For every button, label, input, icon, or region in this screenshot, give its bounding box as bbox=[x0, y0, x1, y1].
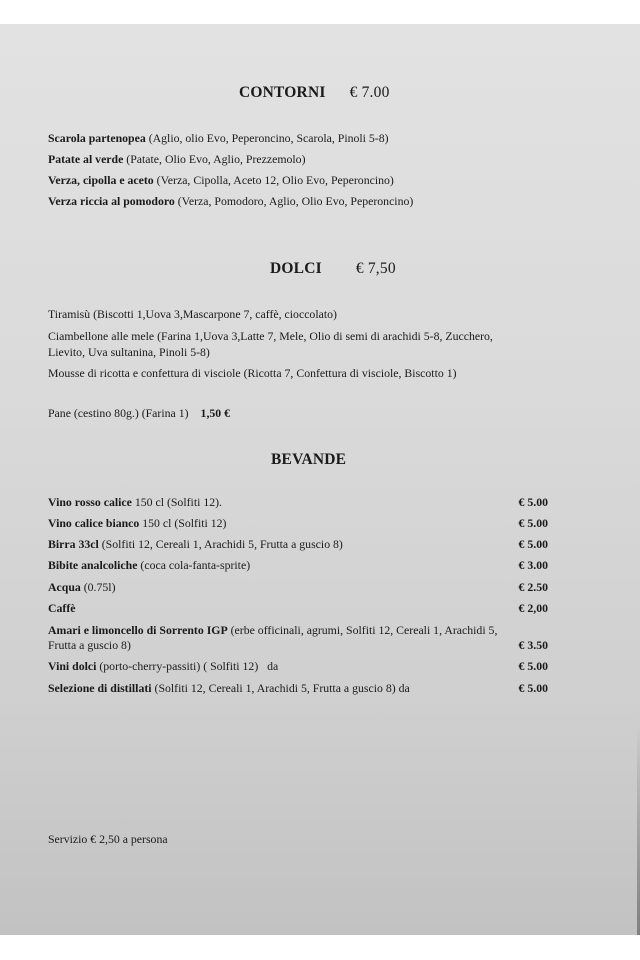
bevande-price: € 2,00 bbox=[518, 601, 548, 615]
bevande-item: Caffè bbox=[48, 601, 76, 615]
pane-line bbox=[48, 406, 230, 421]
bevande-item: Vino calice bianco 150 cl (Solfiti 12) bbox=[48, 516, 227, 530]
contorni-item: Verza riccia al pomodoro (Verza, Pomodoro, Aglio, Olio Evo, Peperoncino) bbox=[48, 194, 414, 208]
contorni-heading bbox=[239, 84, 390, 102]
bevande-item: Vini dolci (porto-cherry-passiti) ( Solfiti 12) da bbox=[48, 659, 279, 673]
bevande-item: Birra 33cl (Solfiti 12, Cereali 1, Arachidi 5, Frutta a guscio 8) bbox=[48, 537, 343, 551]
servizio-note: Servizio € 2,50 a persona bbox=[48, 832, 168, 846]
bevande-price: € 3.50 bbox=[518, 638, 548, 652]
bevande-price: € 5.00 bbox=[518, 495, 548, 509]
bevande-price: € 5.00 bbox=[518, 681, 548, 695]
bevande-price: € 5.00 bbox=[518, 537, 548, 551]
bevande-item: Acqua (0.75l) bbox=[48, 580, 116, 594]
bevande-price: € 5.00 bbox=[518, 659, 548, 673]
bevande-item: Bibite analcoliche (coca cola-fanta-sprite) bbox=[48, 558, 251, 572]
bevande-price: € 3.00 bbox=[518, 558, 548, 572]
contorni-price: € 7.00 bbox=[349, 84, 390, 101]
dolci-item-continued: Lievito, Uva sultanina, Pinoli 5-8) bbox=[48, 345, 210, 359]
pane-text: Pane (cestino 80g.) (Farina 1) bbox=[48, 406, 189, 420]
bevande-price: € 2.50 bbox=[518, 580, 548, 594]
dolci-heading bbox=[270, 260, 396, 278]
dolci-price: € 7,50 bbox=[355, 260, 396, 277]
contorni-item: Patate al verde (Patate, Olio Evo, Aglio, Prezzemolo) bbox=[48, 152, 306, 166]
dolci-item: Tiramisù (Biscotti 1,Uova 3,Mascarpone 7, caffè, cioccolato) bbox=[48, 307, 337, 321]
bevande-item-continued: Frutta a guscio 8) bbox=[48, 638, 131, 652]
contorni-item: Verza, cipolla e aceto (Verza, Cipolla, Aceto 12, Olio Evo, Peperoncino) bbox=[48, 173, 394, 187]
pane-price: 1,50 € bbox=[200, 406, 231, 420]
bevande-heading: BEVANDE bbox=[271, 451, 347, 468]
contorni-title: CONTORNI bbox=[239, 84, 326, 101]
dolci-item: Ciambellone alle mele (Farina 1,Uova 3,Latte 7, Mele, Olio di semi di arachidi 5-8, Zucchero, bbox=[48, 329, 493, 343]
dolci-item: Mousse di ricotta e confettura di visciole (Ricotta 7, Confettura di visciole, Biscotto 1) bbox=[48, 366, 457, 380]
bevande-item: Vino rosso calice 150 cl (Solfiti 12). bbox=[48, 495, 222, 509]
contorni-item: Scarola partenopea (Aglio, olio Evo, Peperoncino, Scarola, Pinoli 5-8) bbox=[48, 131, 389, 145]
dolci-title: DOLCI bbox=[270, 260, 322, 277]
bevande-price: € 5.00 bbox=[518, 516, 548, 530]
bevande-item: Selezione di distillati (Solfiti 12, Cereali 1, Arachidi 5, Frutta a guscio 8) da bbox=[48, 681, 410, 695]
bevande-item: Amari e limoncello di Sorrento IGP (erbe officinali, agrumi, Solfiti 12, Cereali 1, Arachidi 5, bbox=[48, 623, 498, 637]
